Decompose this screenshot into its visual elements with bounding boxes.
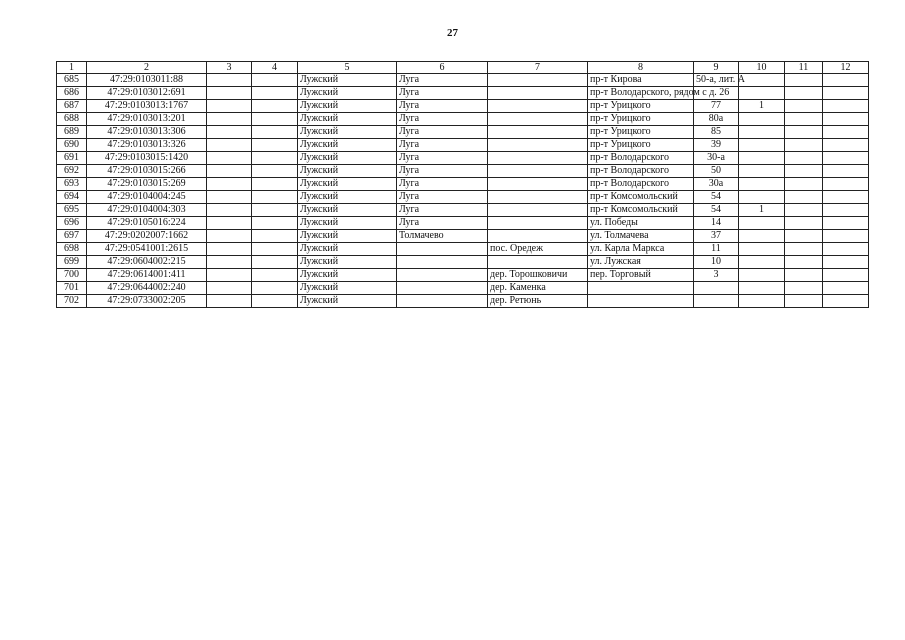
cell-col-4	[252, 230, 298, 243]
cell-cadastral-number: 47:29:0104004:245	[87, 191, 207, 204]
cell-col-3	[207, 191, 252, 204]
cell-col-12	[823, 269, 869, 282]
cell-row-number: 701	[57, 282, 87, 295]
cell-row-number: 696	[57, 217, 87, 230]
cell-house-number: 3	[694, 269, 739, 282]
cell-col-4	[252, 113, 298, 126]
cell-col-12	[823, 282, 869, 295]
cell-col-10	[739, 165, 785, 178]
cell-cadastral-number: 47:29:0614001:411	[87, 269, 207, 282]
cell-city	[397, 269, 488, 282]
table-row	[57, 152, 869, 165]
cell-col-11	[785, 295, 823, 308]
cell-col-11	[785, 243, 823, 256]
cell-district: Лужский	[298, 256, 397, 269]
cell-row-number: 686	[57, 87, 87, 100]
cell-col-10	[739, 217, 785, 230]
cell-col-4	[252, 87, 298, 100]
cell-col-3	[207, 126, 252, 139]
cell-col-11	[785, 204, 823, 217]
cell-row-number: 689	[57, 126, 87, 139]
cell-district: Лужский	[298, 204, 397, 217]
cell-street: пр-т Володарского, рядом с д. 26	[588, 87, 694, 100]
cell-col-4	[252, 100, 298, 113]
cell-settlement	[488, 113, 588, 126]
cell-row-number: 692	[57, 165, 87, 178]
cell-settlement	[488, 178, 588, 191]
cell-col-11	[785, 100, 823, 113]
cell-col-4	[252, 295, 298, 308]
cell-col-4	[252, 74, 298, 87]
cell-city: Луга	[397, 74, 488, 87]
cell-col-11	[785, 230, 823, 243]
cell-col-4	[252, 269, 298, 282]
cell-street	[588, 282, 694, 295]
cell-city: Луга	[397, 165, 488, 178]
cell-district: Лужский	[298, 74, 397, 87]
cell-street: пр-т Кирова	[588, 74, 694, 87]
table-row	[57, 126, 869, 139]
cell-col-4	[252, 204, 298, 217]
cell-cadastral-number: 47:29:0103011:88	[87, 74, 207, 87]
cell-city	[397, 243, 488, 256]
cell-city: Луга	[397, 139, 488, 152]
cell-col-12	[823, 295, 869, 308]
cell-cadastral-number: 47:29:0644002:240	[87, 282, 207, 295]
cell-settlement	[488, 256, 588, 269]
cell-cadastral-number: 47:29:0604002:215	[87, 256, 207, 269]
cell-settlement	[488, 100, 588, 113]
cell-col-10: 1	[739, 204, 785, 217]
cell-col-4	[252, 191, 298, 204]
cell-house-number: 37	[694, 230, 739, 243]
cell-col-11	[785, 87, 823, 100]
cell-col-12	[823, 152, 869, 165]
cell-col-12	[823, 217, 869, 230]
cell-district: Лужский	[298, 243, 397, 256]
cell-cadastral-number: 47:29:0103013:201	[87, 113, 207, 126]
cell-city	[397, 295, 488, 308]
cell-street: пр-т Володарского	[588, 165, 694, 178]
cell-col-4	[252, 282, 298, 295]
column-header-11: 11	[785, 62, 823, 74]
cell-settlement	[488, 87, 588, 100]
cell-house-number: 80а	[694, 113, 739, 126]
cell-col-11	[785, 269, 823, 282]
cell-house-number: 54	[694, 204, 739, 217]
cell-col-10	[739, 139, 785, 152]
cell-col-12	[823, 74, 869, 87]
cell-row-number: 698	[57, 243, 87, 256]
cell-col-11	[785, 139, 823, 152]
cell-col-10	[739, 152, 785, 165]
cell-col-3	[207, 217, 252, 230]
cell-street: пр-т Комсомольский	[588, 191, 694, 204]
cell-col-10	[739, 243, 785, 256]
cell-row-number: 690	[57, 139, 87, 152]
cell-col-10	[739, 269, 785, 282]
table-row	[57, 191, 869, 204]
cell-col-12	[823, 191, 869, 204]
cell-col-4	[252, 126, 298, 139]
cell-col-11	[785, 191, 823, 204]
cell-col-3	[207, 113, 252, 126]
cell-col-12	[823, 100, 869, 113]
cell-col-4	[252, 152, 298, 165]
cell-col-12	[823, 204, 869, 217]
cell-settlement	[488, 165, 588, 178]
cell-district: Лужский	[298, 178, 397, 191]
table-row	[57, 230, 869, 243]
cell-col-10	[739, 191, 785, 204]
cell-col-11	[785, 256, 823, 269]
cell-col-3	[207, 256, 252, 269]
cell-col-4	[252, 165, 298, 178]
registry-table	[56, 61, 869, 308]
cell-city: Луга	[397, 217, 488, 230]
cell-street: пр-т Урицкого	[588, 113, 694, 126]
cell-settlement	[488, 152, 588, 165]
cell-col-10	[739, 113, 785, 126]
cell-district: Лужский	[298, 139, 397, 152]
column-header-1: 1	[57, 62, 87, 74]
cell-col-4	[252, 139, 298, 152]
cell-col-3	[207, 269, 252, 282]
cell-street: ул. Победы	[588, 217, 694, 230]
cell-street: пр-т Урицкого	[588, 100, 694, 113]
cell-settlement: дер. Ретюнь	[488, 295, 588, 308]
cell-col-12	[823, 243, 869, 256]
cell-col-11	[785, 282, 823, 295]
cell-district: Лужский	[298, 269, 397, 282]
cell-col-12	[823, 126, 869, 139]
cell-settlement	[488, 126, 588, 139]
table-row	[57, 269, 869, 282]
cell-house-number: 50	[694, 165, 739, 178]
cell-street	[588, 295, 694, 308]
cell-house-number	[694, 295, 739, 308]
cell-col-3	[207, 295, 252, 308]
cell-house-number: 30-а	[694, 152, 739, 165]
cell-street: пр-т Володарского	[588, 152, 694, 165]
table-row	[57, 87, 869, 100]
cell-district: Лужский	[298, 100, 397, 113]
cell-house-number: 39	[694, 139, 739, 152]
table-row	[57, 139, 869, 152]
table-row	[57, 100, 869, 113]
column-header-12: 12	[823, 62, 869, 74]
cell-col-12	[823, 230, 869, 243]
table-row	[57, 204, 869, 217]
cell-row-number: 685	[57, 74, 87, 87]
table-row	[57, 165, 869, 178]
cell-col-12	[823, 256, 869, 269]
cell-district: Лужский	[298, 152, 397, 165]
cell-col-3	[207, 74, 252, 87]
cell-city: Луга	[397, 178, 488, 191]
cell-col-12	[823, 139, 869, 152]
column-header-5: 5	[298, 62, 397, 74]
cell-cadastral-number: 47:29:0105016:224	[87, 217, 207, 230]
cell-street: пр-т Урицкого	[588, 126, 694, 139]
cell-house-number: 77	[694, 100, 739, 113]
cell-street: пр-т Урицкого	[588, 139, 694, 152]
column-header-7: 7	[488, 62, 588, 74]
cell-col-10	[739, 74, 785, 87]
cell-col-12	[823, 87, 869, 100]
cell-col-4	[252, 256, 298, 269]
cell-house-number: 11	[694, 243, 739, 256]
cell-district: Лужский	[298, 230, 397, 243]
cell-col-10	[739, 178, 785, 191]
table-row	[57, 178, 869, 191]
cell-col-3	[207, 100, 252, 113]
cell-city: Толмачево	[397, 230, 488, 243]
cell-cadastral-number: 47:29:0103015:269	[87, 178, 207, 191]
cell-col-3	[207, 230, 252, 243]
cell-house-number: 50-а, лит. А	[694, 74, 739, 87]
cell-cadastral-number: 47:29:0202007:1662	[87, 230, 207, 243]
cell-row-number: 700	[57, 269, 87, 282]
column-header-3: 3	[207, 62, 252, 74]
cell-row-number: 688	[57, 113, 87, 126]
cell-street: ул. Лужская	[588, 256, 694, 269]
cell-col-10	[739, 87, 785, 100]
cell-col-3	[207, 139, 252, 152]
cell-settlement	[488, 74, 588, 87]
column-header-9: 9	[694, 62, 739, 74]
cell-col-3	[207, 87, 252, 100]
column-header-2: 2	[87, 62, 207, 74]
cell-house-number: 54	[694, 191, 739, 204]
cell-col-11	[785, 74, 823, 87]
cell-settlement: дер. Торошковичи	[488, 269, 588, 282]
cell-cadastral-number: 47:29:0103013:326	[87, 139, 207, 152]
cell-city: Луга	[397, 204, 488, 217]
table-row	[57, 282, 869, 295]
cell-col-11	[785, 165, 823, 178]
cell-city: Луга	[397, 191, 488, 204]
cell-col-4	[252, 243, 298, 256]
cell-cadastral-number: 47:29:0541001:2615	[87, 243, 207, 256]
column-header-4: 4	[252, 62, 298, 74]
cell-col-3	[207, 204, 252, 217]
cell-street: пер. Торговый	[588, 269, 694, 282]
cell-row-number: 702	[57, 295, 87, 308]
cell-cadastral-number: 47:29:0103012:691	[87, 87, 207, 100]
cell-col-11	[785, 113, 823, 126]
cell-col-11	[785, 178, 823, 191]
table-row	[57, 256, 869, 269]
table-row	[57, 243, 869, 256]
cell-col-10	[739, 126, 785, 139]
cell-city	[397, 282, 488, 295]
cell-row-number: 693	[57, 178, 87, 191]
cell-col-12	[823, 178, 869, 191]
column-header-8: 8	[588, 62, 694, 74]
cell-district: Лужский	[298, 87, 397, 100]
cell-city: Луга	[397, 100, 488, 113]
cell-house-number: 14	[694, 217, 739, 230]
cell-street: ул. Карла Маркса	[588, 243, 694, 256]
cell-col-4	[252, 178, 298, 191]
cell-col-10	[739, 256, 785, 269]
cell-house-number: 85	[694, 126, 739, 139]
cell-city: Луга	[397, 113, 488, 126]
cell-col-12	[823, 113, 869, 126]
cell-row-number: 697	[57, 230, 87, 243]
cell-house-number: 10	[694, 256, 739, 269]
cell-house-number: 30а	[694, 178, 739, 191]
cell-row-number: 694	[57, 191, 87, 204]
cell-col-10	[739, 295, 785, 308]
table-body	[57, 74, 869, 308]
cell-district: Лужский	[298, 113, 397, 126]
cell-cadastral-number: 47:29:0103013:1767	[87, 100, 207, 113]
cell-city: Луга	[397, 152, 488, 165]
cell-cadastral-number: 47:29:0103015:266	[87, 165, 207, 178]
cell-city	[397, 256, 488, 269]
cell-cadastral-number: 47:29:0103013:306	[87, 126, 207, 139]
cell-col-11	[785, 217, 823, 230]
cell-settlement	[488, 230, 588, 243]
cell-street: ул. Толмачева	[588, 230, 694, 243]
cell-district: Лужский	[298, 295, 397, 308]
cell-col-12	[823, 165, 869, 178]
cell-row-number: 695	[57, 204, 87, 217]
cell-col-3	[207, 178, 252, 191]
cell-district: Лужский	[298, 165, 397, 178]
cell-col-10	[739, 282, 785, 295]
cell-settlement: пос. Оредеж	[488, 243, 588, 256]
cell-city: Луга	[397, 126, 488, 139]
cell-col-3	[207, 152, 252, 165]
header-row	[57, 62, 869, 74]
cell-settlement	[488, 204, 588, 217]
cell-cadastral-number: 47:29:0103015:1420	[87, 152, 207, 165]
cell-settlement	[488, 139, 588, 152]
cell-col-10	[739, 230, 785, 243]
cell-cadastral-number: 47:29:0104004:303	[87, 204, 207, 217]
cell-col-3	[207, 282, 252, 295]
cell-cadastral-number: 47:29:0733002:205	[87, 295, 207, 308]
page-number: 27	[447, 27, 458, 39]
cell-district: Лужский	[298, 191, 397, 204]
cell-col-4	[252, 217, 298, 230]
cell-district: Лужский	[298, 282, 397, 295]
table-row	[57, 217, 869, 230]
cell-row-number: 691	[57, 152, 87, 165]
column-header-10: 10	[739, 62, 785, 74]
table-row	[57, 74, 869, 87]
table-row	[57, 295, 869, 308]
column-header-6: 6	[397, 62, 488, 74]
cell-row-number: 699	[57, 256, 87, 269]
cell-col-3	[207, 165, 252, 178]
cell-street: пр-т Комсомольский	[588, 204, 694, 217]
cell-city: Луга	[397, 87, 488, 100]
cell-district: Лужский	[298, 217, 397, 230]
table-row	[57, 113, 869, 126]
cell-col-11	[785, 126, 823, 139]
cell-col-3	[207, 243, 252, 256]
cell-col-10: 1	[739, 100, 785, 113]
cell-settlement: дер. Каменка	[488, 282, 588, 295]
cell-street: пр-т Володарского	[588, 178, 694, 191]
cell-col-11	[785, 152, 823, 165]
cell-row-number: 687	[57, 100, 87, 113]
cell-district: Лужский	[298, 126, 397, 139]
cell-settlement	[488, 217, 588, 230]
cell-house-number	[694, 282, 739, 295]
cell-settlement	[488, 191, 588, 204]
